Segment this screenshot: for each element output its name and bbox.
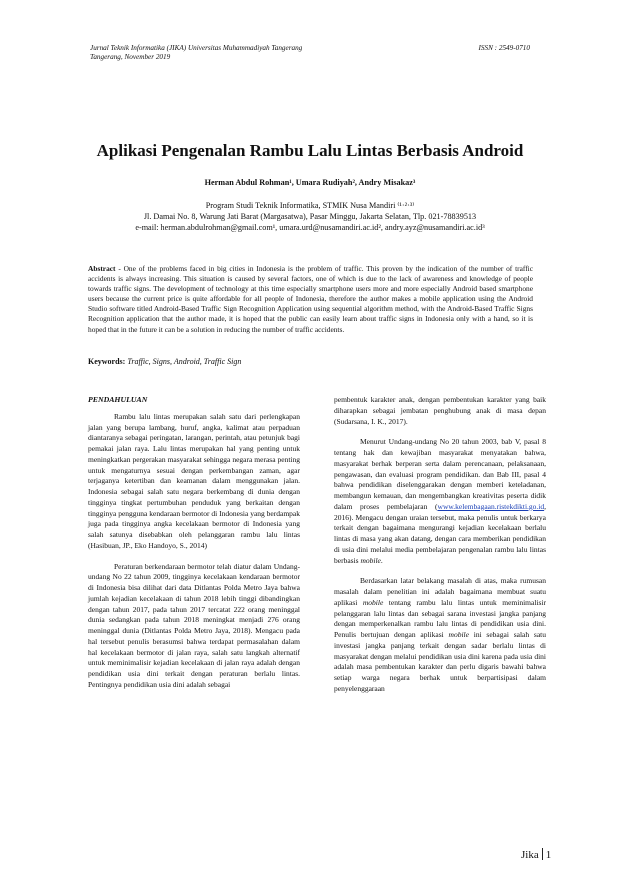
paragraph (334, 576, 546, 694)
abstract-lead: Abstract (88, 264, 116, 273)
affiliation-block (60, 200, 560, 233)
paragraph: pembentuk karakter anak, dengan pembentukan karakter yang baik diharapkan sebagai jembatan penghubung anak di masa depan (Sudarsana, I. K., 2017). (334, 395, 546, 426)
paragraph-text: Berdasarkan latar belakang masalah di atas, maka rumusan masalah dalam penelitian ini adalah bagaimana membuat suatu aplikasi (334, 576, 546, 607)
paragraph-text: Menurut Undang-undang No 20 tahun 2003, bab V, pasal 8 tentang hak dan kewajiban masyarakat menyatakan bahwa, masyarakat berhak berperan serta dalam perencanaan, pelaksanaan, pengawasan, dan evaluasi program pendidikan. dan Bab III, pasal 4 bahwa pendidikan diselenggarakan dengan memberi keteladanan, membangun kemauan, dan mengembangkan kreativitas peserta didik dalam proses pembelajaran ( (334, 437, 546, 511)
keywords-value: Traffic, Signs, Android, Traffic Sign (125, 357, 242, 366)
affiliation-dept: Program Studi Teknik Informatika, STMIK Nusa Mandiri ⁽¹·²·³⁾ (205, 201, 415, 210)
paragraph-text: , 2016). Mengacu dengan uraian tersebut, maka penulis untuk berkarya terkait dengan bagaimana mengurangi kejadian kecelakaan berlalu lintas di masa yang akan datang, dengan cara memberikan pendidikan di usia dini melalui media pembelajaran pengenalan rambu lalu lintas berbasis (334, 501, 546, 565)
paragraph: Peraturan berkendaraan bermotor telah diatur dalam Undang-undang No 22 tahun 2009, tingginya kecelakaan kendaraan bermotor di Indonesia bisa dilihat dari data Ditlantas Polda Metro Jaya bahwa jumlah kejadian kecelakaan di tahun 2018 lebih tinggi dibandingkan dengan tahun 2017, pada tahun 2017 tercatat 222 orang meninggal dunia sedangkan pada tahun 2018 meningkat menjadi 276 orang meninggal dunia (Ditlantas Polda Metro Jaya, 2018). Mengacu pada hal tersebut penulis berasumsi bahwa terdapat permasalahan dalam hal kecelakaan bermotor di jalan raya, salah satu langkah alternatif untuk meminimalisir kejadian kecelakaan di jalan raya adalah dengan pendidikan usia dini terkait dengan peraturan berlalu lintas. Pentingnya pendidikan usia dini adalah sebagai (88, 561, 300, 689)
paragraph: Menurut Undang-undang No 20 tahun 2003, bab V, pasal 8 tentang hak dan kewajiban masyarakat menyatakan bahwa, masyarakat berhak berperan serta dalam perencanaan, pelaksanaan, pengawasan, dan evaluasi program pendidikan. dan Bab III, pasal 4 bahwa pendidikan diselenggarakan dengan memberi keteladanan, membangun kemauan, dan mengembangkan kreativitas peserta didik dalam proses pembelajaran (www.kelembagaan.ristekdikti.go.id, 2016). Mengacu dengan uraian tersebut, maka penulis untuk berkarya terkait dengan bagaimana mengurangi kejadian kecelakaan berlalu lintas di masa yang akan datang, dengan cara memberikan pendidikan di usia dini melalui media pembelajaran pengenalan rambu lalu lintas berbasis mobile. (334, 437, 546, 565)
author-list: Herman Abdul Rohman¹, Umara Rudiyah², Andry Misakaz³ (204, 178, 416, 187)
affiliation-address: Jl. Damai No. 8, Warung Jati Barat (Margasatwa), Pasar Minggu, Jakarta Selatan, Tlp. 021-78839513 (143, 212, 477, 221)
paragraph-text: tentang rambu lalu lintas untuk meminimalisir pelanggaran lalu lintas dan sebagai sarana investasi jangka panjang dengan memperkenalkan rambu lalu lintas di pendidikan usia dini. Penulis bertujuan dengan aplikasi (334, 597, 547, 639)
reference-link[interactable]: www.kelembagaan.ristekdikti.go.id (437, 501, 545, 511)
paragraph-text: ini sebagai salah satu investasi jangka panjang terkait dengan sadar berlalu lintas di masyarakat dengan melalui pendidikan usia dini karena pada usia dini adalah masa pembentukan karakter dan perlu digaris bawahi bahwa setiap warga negara berhak untuk berpartisipasi dalam penyelenggaraan (334, 630, 546, 693)
emphasis: mobile (360, 555, 381, 565)
page-footer (521, 848, 551, 861)
right-column (334, 395, 546, 705)
keywords (88, 357, 533, 366)
emphasis: mobile (362, 597, 384, 607)
paragraph: Rambu lalu lintas merupakan salah satu dari perlengkapan jalan yang berupa lambang, huruf, angka, kalimat atau perpaduan diantaranya sebagai peringatan, larangan, perintah, atau petunjuk bagi pemakai jalan raya. Lalu lintas merupakan hal yang penting untuk meningkatkan pergerakan masyarakat sehingga negara merasa penting untuk mengaturnya sesuai dengan perkembangan zaman, agar terjaganya ketertiban dan keamanan dalam menggunakan jalan. Indonesia sebagai salah satu negara berkembang di dunia dengan tingginya tingkat pertumbuhan penduduk yang berkaitan dengan tingginya pengguna kendaraan bermotor di Indonesia yang berdampak juga pada tingginya angka kecelakaan bermotor di Indonesia yang salah satunya disebabkan oleh pelanggaran rambu lalu lintas (Hasibuan, JP., Eko Handoyo, S., 2014) (88, 411, 300, 550)
journal-name: Jurnal Teknik Informatika (JIKA) Universitas Muhammadiyah Tangerang (90, 44, 303, 52)
emphasis: mobile (448, 630, 469, 639)
left-column (88, 395, 300, 701)
abstract-text: - One of the problems faced in big cities in Indonesia is the problem of traffic. This proven by the indication of the number of traffic accidents is always increasing. This situation is caused by several factors, one of which is due to the lack of awareness and knowledge of people towards traffic signs. The development of technology at this time especially smartphone users more and more especially Android based smartphone users because the current price is quite affordable for all people of Indonesia, therefore the author makes a mobile application using the Android Studio software titled Android-Based Traffic Sign Recognition Application using sequential algorithm method, with the Android-Based Traffic Signs Recognition application that the author made, it is hoped that the public can easily learn about traffic signs in Indonesia only with a hand, so it is hoped that in the future it can be a solution in reducing the number of traffic accidents. (88, 264, 533, 334)
keywords-label: Keywords: (88, 357, 126, 366)
issn: ISSN : 2549-0710 (478, 44, 530, 52)
affiliation-email: e-mail: herman.abdulrohman@gmail.com¹, umara.urd@nusamandiri.ac.id², andry.ayz@nusamandiri.ac.id³ (135, 223, 485, 232)
footer-journal: Jika (521, 849, 539, 861)
page-number: 1 (545, 849, 552, 861)
section-title: PENDAHULUAN (88, 395, 148, 404)
footer-divider (542, 848, 543, 860)
publication-date: Tangerang, November 2019 (90, 53, 171, 61)
abstract (88, 264, 533, 335)
paper-title: Aplikasi Pengenalan Rambu Lalu Lintas Berbasis Android (96, 141, 524, 160)
running-header (90, 44, 530, 62)
